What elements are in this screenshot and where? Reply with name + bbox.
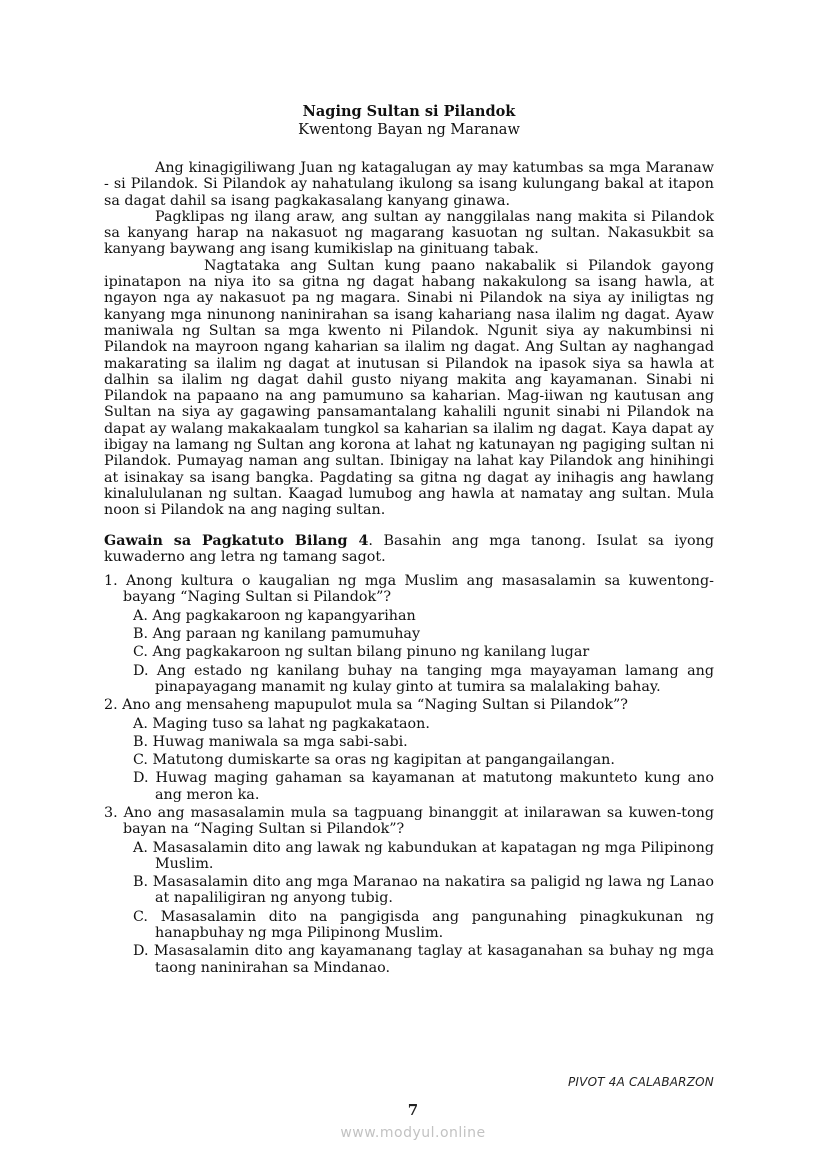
activity-text: . Basahin ang mga tanong. Isulat sa iyong kuwaderno ang letra ng tamang sagot. <box>104 532 714 565</box>
question-item <box>104 697 714 803</box>
story-body <box>104 160 714 519</box>
watermark-link[interactable]: www.modyul.online <box>340 1125 486 1141</box>
choice-c: C. Matutong dumiskarte sa oras ng kagipitan at pangangailangan. <box>133 752 615 769</box>
choice-d: D. Huwag maging gahaman sa kayamanan at matutong makunteto kung ano ang meron ka. <box>133 770 714 803</box>
choice-d: D. Ang estado ng kanilang buhay na tanging mga mayayaman lamang ang pinapayagang manamit ng kulay ginto at tumira sa malalaking bahay. <box>133 662 714 695</box>
question-item <box>104 573 714 695</box>
choice-c: C. Masasalamin dito na pangigisda ang pangunahing pinagkukunan ng hanapbuhay ng mga Pilipinong Muslim. <box>133 908 714 942</box>
choice-b: B. Masasalamin dito ang mga Maranao na nakatira sa paligid ng lawa ng Lanao at napaliligiran ng anyong tubig. <box>133 874 714 907</box>
choice-a: A. Ang pagkakaroon ng kapangyarihan <box>133 607 416 624</box>
question-text: 2. Ano ang mensaheng mapupulot mula sa “Naging Sultan si Pilandok”? <box>104 697 628 714</box>
choice-a: A. Masasalamin dito ang lawak ng kabundukan at kapatagan ng mga Pilipinong Muslim. <box>133 839 714 872</box>
choice-a: A. Maging tuso sa lahat ng pagkakataon. <box>133 715 430 732</box>
story-paragraph: Ang kinagigiliwang Juan ng katagalugan ay may katumbas sa mga Maranaw - si Pilandok. Si Pilandok ay nahatulang ikulong sa isang kulungang bakal at itapon sa dagat dahil sa isang pagkakasalang kanyang ginawa. <box>104 160 714 209</box>
page-number: 7 <box>407 1101 419 1119</box>
question-text: 1. Anong kultura o kaugalian ng mga Muslim ang masasalamin sa kuwentong-bayang “Naging Sultan si Pilandok”? <box>104 573 714 606</box>
activity-instructions <box>104 533 714 566</box>
question-item <box>104 805 714 976</box>
choice-c: C. Ang pagkakaroon ng sultan bilang pinuno ng kanilang lugar <box>133 644 590 661</box>
choice-b: B. Ang paraan ng kanilang pamumuhay <box>133 626 421 643</box>
choice-d: D. Masasalamin dito ang kayamanang taglay at kasaganahan sa buhay ng mga taong naninirahan sa Mindanao. <box>133 943 714 976</box>
question-list <box>104 573 714 976</box>
story-subtitle: Kwentong Bayan ng Maranaw <box>298 122 520 138</box>
story-paragraph: Nagtataka ang Sultan kung paano nakabalik si Pilandok gayong ipinatapon na niya ito sa gitna ng dagat habang nakakulong sa isang hawla, at ngayon nga ay nakasuot pa ng magara. Sinabi ni Pilandok na siya ay iniligtas ng kanyang mga ninunong naninirahan sa isang kahariang nasa ilalim ng dagat. Ayaw maniwala ng Sultan sa mga kwento ni Pilandok. Ngunit siya ay nakumbinsi ni Pilandok na mayroon ngang kaharian sa ilalim ng dagat. Ang Sultan ay naghangad makarating sa ilalim ng dagat at inutusan si Pilandok na ipasok siya sa hawla at dalhin sa ilalim ng dagat dahil gusto niyang makita ang kayamanan. Sinabi ni Pilandok na papaano na ang pamumuno sa kaharian. Mag-iiwan ng kautusan ang Sultan na siya ay gagawing pansamantalang kahalili ngunit sinabi ni Pilandok na dapat ay walang makakaalam tungkol sa kaharian sa ilalim ng dagat. Kaya dapat ay ibigay na lamang ng Sultan ang korona at lahat ng katunayan ng pagiging sultan ni Pilandok. Pumayag naman ang sultan. Ibinigay na lahat kay Pilandok ang hinihingi at isinakay sa isang bangka. Pagdating sa gitna ng dagat ay inihagis ang hawlang kinalululanan ng sultan. Kaagad lumubog ang hawla at namatay ang sultan. Mula noon si Pilandok na ang naging sultan. <box>104 257 714 519</box>
story-title: Naging Sultan si Pilandok <box>302 103 516 120</box>
document-page <box>104 102 714 978</box>
question-text: 3. Ano ang masasalamin mula sa tagpuang binanggit at inilarawan sa kuwen-tong bayan na “Naging Sultan si Pilandok”? <box>104 804 714 838</box>
activity-label: Gawain sa Pagkatuto Bilang 4 <box>104 532 369 549</box>
choice-b: B. Huwag maniwala sa mga sabi-sabi. <box>133 733 408 750</box>
story-paragraph: Pagklipas ng ilang araw, ang sultan ay nanggilalas nang makita si Pilandok sa kanyang harap na nakasuot ng magarang kasuotan ng sultan. Nakasukbit sa kanyang baywang ang isang kumikislap na ginituang tabak. <box>104 208 714 258</box>
footer-tag: PIVOT 4A CALABARZON <box>568 1075 714 1089</box>
